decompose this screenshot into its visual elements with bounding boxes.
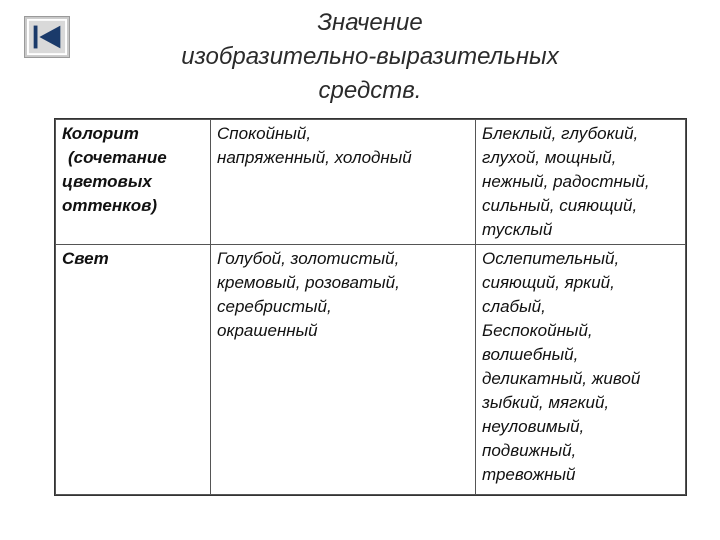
adjective-line: нежный, радостный, xyxy=(482,172,650,191)
term-line: оттенков) xyxy=(62,196,158,215)
adjective-line: Спокойный, xyxy=(217,124,312,143)
adjective-line: сияющий, яркий, xyxy=(482,273,615,292)
term-line: Колорит xyxy=(62,124,139,143)
adjective-line: тусклый xyxy=(482,220,553,239)
term-cell xyxy=(56,245,211,495)
table-row-colorit xyxy=(56,120,686,245)
adjective-line: подвижный, xyxy=(482,441,577,460)
term-line: Свет xyxy=(62,249,109,268)
adjective-line: серебристый, xyxy=(217,297,332,316)
term-line: (сочетание xyxy=(68,148,167,167)
adjective-line: Голубой, золотистый, xyxy=(217,249,400,268)
page-title xyxy=(80,6,660,108)
adjective-line: волшебный, xyxy=(482,345,579,364)
adjective-line: тревожный xyxy=(482,465,576,484)
first-slide-button[interactable] xyxy=(24,16,70,58)
adjective-line: зыбкий, мягкий, xyxy=(482,393,610,412)
title-line-1: Значение xyxy=(317,9,423,36)
skip-to-first-icon xyxy=(25,17,69,57)
adjective-line: сильный, сияющий, xyxy=(482,196,638,215)
term-line: цветовых xyxy=(62,172,152,191)
adjective-line: Беспокойный, xyxy=(482,321,593,340)
title-line-3: средств. xyxy=(318,77,422,104)
adjectives-cell xyxy=(211,120,476,245)
adjective-line: деликатный, живой xyxy=(482,369,641,388)
vocabulary-table xyxy=(54,118,687,496)
adjective-line: слабый, xyxy=(482,297,546,316)
adjective-line: напряженный, холодный xyxy=(217,148,412,167)
title-line-2: изобразительно-выразительных xyxy=(181,43,559,70)
adjective-line: неуловимый, xyxy=(482,417,585,436)
table-row-svet xyxy=(56,245,686,495)
adjectives-cell xyxy=(476,245,686,495)
adjectives-cell xyxy=(211,245,476,495)
adjective-line: Блеклый, глубокий, xyxy=(482,124,639,143)
adjective-line: Ослепительный, xyxy=(482,249,620,268)
term-cell xyxy=(56,120,211,245)
adjective-line: окрашенный xyxy=(217,321,318,340)
adjective-line: глухой, мощный, xyxy=(482,148,617,167)
adjective-line: кремовый, розоватый, xyxy=(217,273,400,292)
adjectives-cell xyxy=(476,120,686,245)
